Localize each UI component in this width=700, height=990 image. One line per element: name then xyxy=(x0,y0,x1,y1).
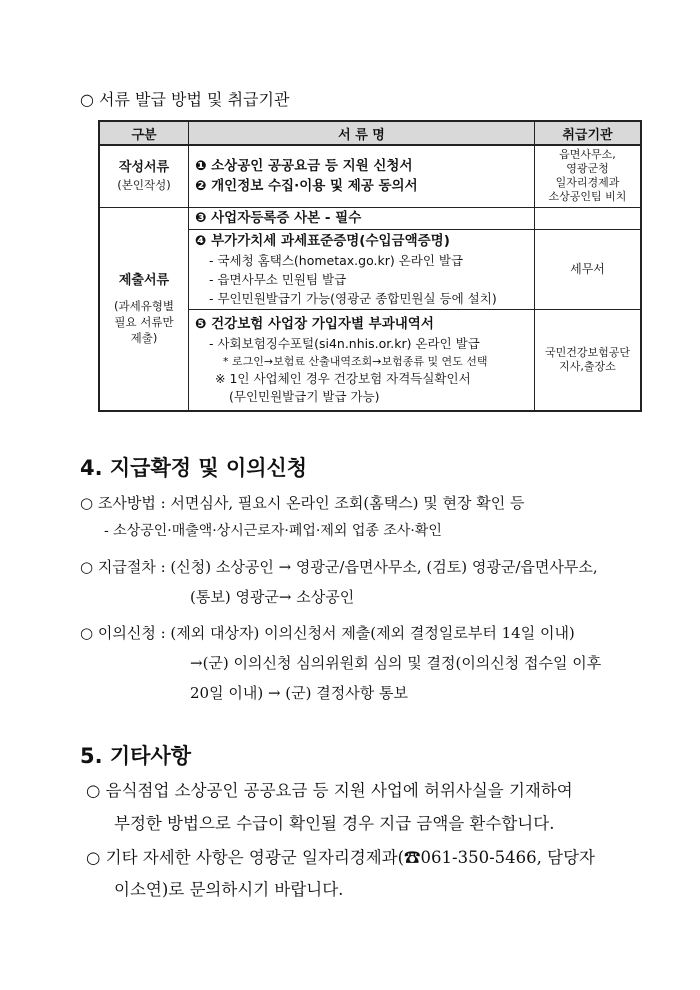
item-4-cell xyxy=(189,229,535,309)
survey-sub: - 소상공인·매출액·상시근로자·폐업·제외 업종 조사·확인 xyxy=(104,523,442,539)
objection-line-2: →(군) 이의신청 심의위원회 심의 및 결정(이의신청 접수일 이후 xyxy=(190,654,602,672)
org-line: 읍면사무소, xyxy=(559,148,616,162)
item-3: ❸ 사업자등록증 사본 - 필수 xyxy=(195,210,362,226)
row1-items xyxy=(189,145,535,207)
table-row xyxy=(99,207,641,229)
org-line: 소상공인팀 비치 xyxy=(548,190,627,204)
section-5-title: 5. 기타사항 xyxy=(80,744,192,768)
item-4-org xyxy=(535,229,642,309)
section-4-title: 4. 지급확정 및 이의신청 xyxy=(80,456,308,480)
table-header-row xyxy=(99,121,641,145)
item-1: ❶ 소상공인 공공요금 등 지원 신청서 xyxy=(195,158,413,175)
item-5-sub: - 사회보험징수포털(si4n.nhis.or.kr) 온라인 발급 xyxy=(209,335,480,351)
objection-line-1: ○ 이의신청 : (제외 대상자) 이의신청서 제출(제외 결정일로부터 14일 이내) xyxy=(80,624,575,642)
item-4-sub: - 무인민원발급기 가능(영광군 종합민원실 등에 설치) xyxy=(209,290,497,306)
item-4-sub: - 국세청 홈택스(hometax.go.kr) 온라인 발급 xyxy=(209,252,464,268)
section-heading: ○ 서류 발급 방법 및 취급기관 xyxy=(80,90,290,109)
item-4-sub: - 읍면사무소 민원팀 발급 xyxy=(209,271,347,287)
org-line: 영광군청 xyxy=(566,162,609,176)
row1-gubun-main: 작성서류 xyxy=(118,160,170,176)
row1-gubun-sub: (본인작성) xyxy=(117,178,171,193)
item-5: ❺ 건강보험 사업장 가입자별 부과내역서 xyxy=(195,315,434,332)
item-4: ❹ 부가가치세 과세표준증명(수입금액증명) xyxy=(195,232,450,249)
objection-line-3: 20일 이내) → (군) 결정사항 통보 xyxy=(190,684,408,702)
header-gubun: 구분 xyxy=(99,121,189,145)
table-row xyxy=(99,145,641,207)
org-line: 세무서 xyxy=(570,262,605,276)
item-5-ref: (무인민원발급기 발급 가능) xyxy=(229,388,380,404)
notice-1-line-2: 부정한 방법으로 수급이 확인될 경우 지급 금액을 환수합니다. xyxy=(114,814,555,833)
row1-gubun xyxy=(99,145,189,207)
item-5-org xyxy=(535,309,642,411)
row1-org xyxy=(535,145,642,207)
item-2: ❷ 개인정보 수집·이용 및 제공 동의서 xyxy=(195,178,418,195)
procedure-line-1: ○ 지급절차 : (신청) 소상공인 → 영광군/읍면사무소, (검토) 영광군/읍면사무소, xyxy=(80,558,598,576)
item-5-ref: ※ 1인 사업체인 경우 건강보험 자격득실확인서 xyxy=(215,370,471,386)
notice-2-line-1: ○ 기타 자세한 사항은 영광군 일자리경제과(☎061-350-5466, 담당자 xyxy=(86,848,595,867)
documents-table xyxy=(98,120,642,412)
row2-gubun-sub: 필요 서류만 xyxy=(114,314,174,329)
org-line: 지사,출장소 xyxy=(559,359,616,373)
item-3-org xyxy=(535,207,642,229)
item-5-note: * 로그인→보험료 산출내역조회→보험종류 및 연도 선택 xyxy=(223,354,488,368)
org-line: 국민건강보험공단 xyxy=(544,345,630,359)
org-line: 일자리경제과 xyxy=(555,176,620,190)
item-3-cell xyxy=(189,207,535,229)
row2-gubun-sub: 제출) xyxy=(130,330,158,345)
procedure-line-2: (통보) 영광군→ 소상공인 xyxy=(190,588,355,606)
notice-1-line-1: ○ 음식점업 소상공인 공공요금 등 지원 사업에 허위사실을 기재하여 xyxy=(86,781,573,800)
header-name: 서 류 명 xyxy=(189,121,535,145)
row2-gubun xyxy=(99,207,189,411)
notice-2-line-2: 이소연)로 문의하시기 바랍니다. xyxy=(114,880,344,899)
row2-gubun-main: 제출서류 xyxy=(118,272,170,288)
header-org: 취급기관 xyxy=(535,121,642,145)
survey-line: ○ 조사방법 : 서면심사, 필요시 온라인 조회(홈택스) 및 현장 확인 등 xyxy=(80,494,525,512)
item-5-cell xyxy=(189,309,535,411)
row2-gubun-sub: (과세유형별 xyxy=(113,298,175,313)
